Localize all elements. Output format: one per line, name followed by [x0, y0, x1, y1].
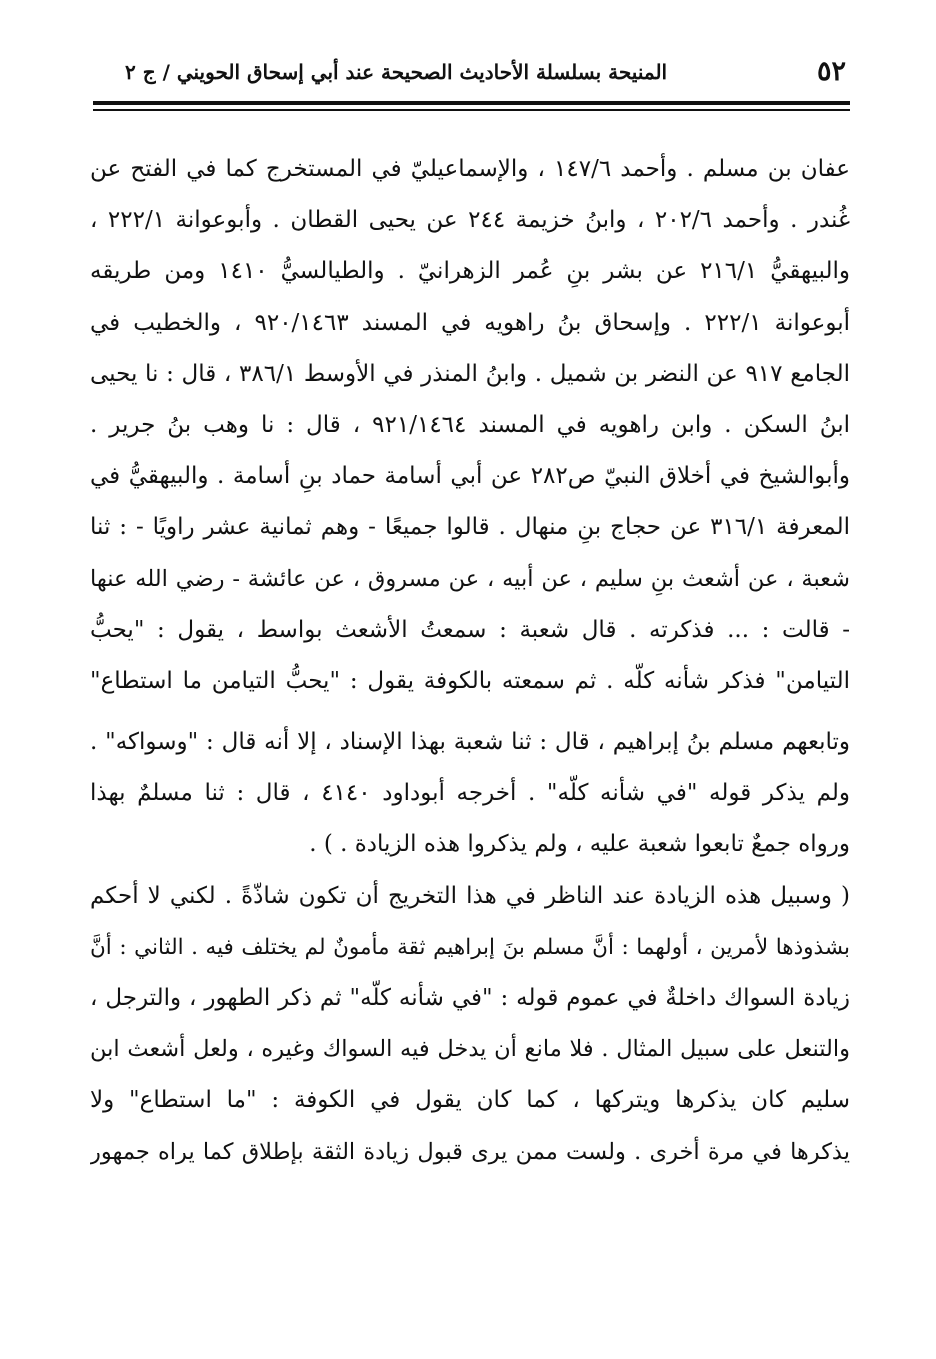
book-title: المنيحة بسلسلة الأحاديث الصحيحة عند أبي إسحاق الحويني / ج ٢	[125, 60, 668, 84]
text-line: أبوعوانة ٢٢٢/١ . وإسحاق بنُ راهويه في المسند ٩٢٠/١٤٦٣ ، والخطيب في	[90, 309, 850, 336]
header-rule-thin	[93, 109, 850, 111]
text-line: ابنُ السكن . وابن راهويه في المسند ٩٢١/١٤٦٤ ، قال : نا وهب بنُ جرير .	[90, 411, 850, 438]
text-line: عفان بن مسلم . وأحمد ١٤٧/٦ ، والإسماعيليّ في المستخرج كما في الفتح عن	[90, 156, 850, 182]
text-line: التيامن" فذكر شأنه كلّه . ثم سمعته بالكوفة يقول : "يحبُّ التيامن ما استطاع"	[90, 667, 850, 694]
text-line: ولم يذكر قوله "في شأنه كلّه" . أخرجه أبوداود ٤١٤٠ ، قال : ثنا مسلمٌ بهذا	[90, 780, 850, 807]
page-number: ٥٢	[816, 56, 846, 87]
text-line: - قالت : ... فذكرته . قال شعبة : سمعتُ الأشعث بواسط ، يقول : "يحبُّ	[90, 616, 850, 643]
header-rule-thick	[93, 101, 850, 105]
text-line: وتابعهم مسلم بنُ إبراهيم ، قال : ثنا شعبة بهذا الإسناد ، إلا أنه قال : "وسواكه" .	[90, 729, 850, 756]
text-line: والبيهقيُّ ٢١٦/١ عن بشر بنِ عُمر الزهرانيّ . والطيالسيُّ ١٤١٠ ومن طريقه	[90, 258, 850, 285]
text-line: ( وسبيل هذه الزيادة عند الناظر في هذا التخريج أن تكون شاذّةً . لكني لا أحكم	[90, 882, 850, 909]
text-line: وأبوالشيخ في أخلاق النبيّ ص٢٨٢ عن أبي أسامة حماد بنِ أسامة . والبيهقيُّ في	[90, 463, 850, 490]
text-line: الجامع ٩١٧ عن النضر بن شميل . وابنُ المنذر في الأوسط ٣٨٦/١ ، قال : نا يحيى	[90, 360, 850, 387]
running-header	[100, 54, 846, 98]
text-line: يذكرها في مرة أخرى . ولست ممن يرى قبول زيادة الثقة بإطلاق كما يراه جمهور	[90, 1138, 850, 1165]
text-line: زيادة السواك داخلةٌ في عموم قوله : "في شأنه كلّه" ثم ذكر الطهور ، والترجل ،	[90, 985, 850, 1011]
text-line: سليم كان يذكرها ويتركها ، كما كان يقول في الكوفة : "ما استطاع" ولا	[90, 1087, 850, 1114]
text-line: المعرفة ٣١٦/١ عن حجاج بنِ منهال . قالوا جميعًا - وهم ثمانية عشر راويًا - : ثنا	[90, 514, 850, 541]
text-line: والتنعل على سبيل المثال . فلا مانع أن يدخل فيه السواك وغيره ، ولعل أشعث ابن	[90, 1036, 850, 1063]
text-line: غُندر . وأحمد ٢٠٢/٦ ، وابنُ خزيمة ٢٤٤ عن يحيى القطان . وأبوعوانة ٢٢٢/١ ،	[90, 207, 850, 234]
body-text	[90, 144, 850, 1178]
text-line: بشذوذها لأمرين ، أولهما : أنَّ مسلم بنَ إبراهيم ثقة مأمونٌ لم يختلف فيه . الثاني : أنَّ	[90, 934, 850, 960]
text-line: شعبة ، عن أشعث بنِ سليم ، عن أبيه ، عن مسروق ، عن عائشة - رضي الله عنها	[90, 565, 850, 592]
text-line: ورواه جمعٌ تابعوا شعبة عليه ، ولم يذكروا هذه الزيادة . ) .	[309, 831, 850, 858]
